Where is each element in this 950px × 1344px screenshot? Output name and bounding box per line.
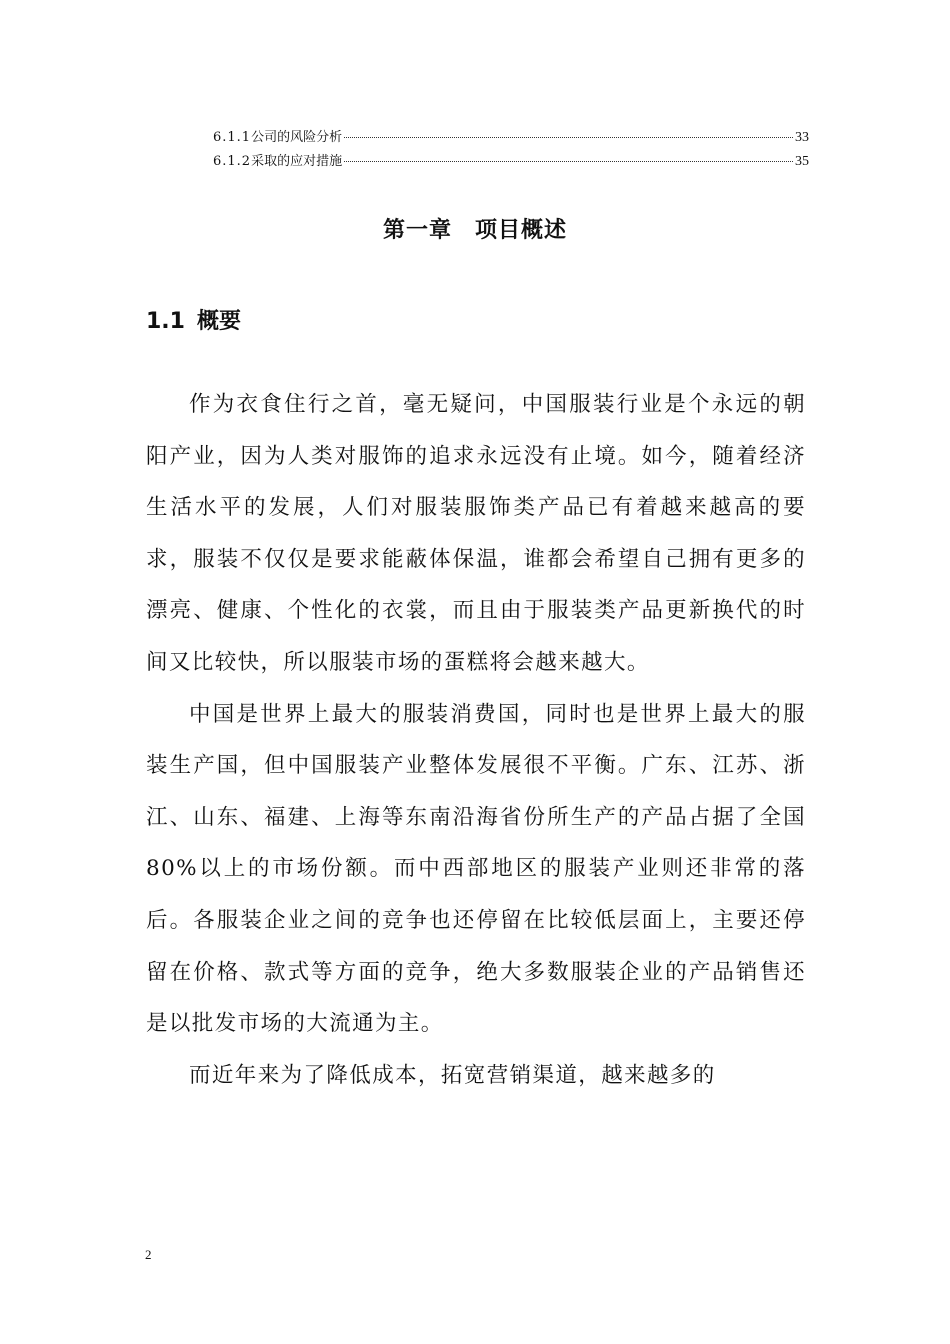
toc-entry-title: 公司的风险分析 bbox=[251, 130, 343, 145]
section-title-text: 概要 bbox=[196, 309, 241, 334]
section-number: 1.1 bbox=[146, 309, 185, 334]
toc-entry[interactable] bbox=[213, 126, 809, 150]
toc-entry-page: 35 bbox=[795, 154, 809, 169]
toc-entry-number: 6.1.2 bbox=[213, 154, 252, 169]
toc-entry[interactable] bbox=[213, 150, 809, 174]
toc-entry-title: 采取的应对措施 bbox=[251, 154, 343, 169]
toc-entry-page: 33 bbox=[795, 130, 809, 145]
paragraph: 中国是世界上最大的服装消费国，同时也是世界上最大的服装生产国，但中国服装产业整体发展很不平衡。广东、江苏、浙江、山东、福建、上海等东南沿海省份所生产的产品占据了全国80%以上的市场份额。而中西部地区的服装产业则还非常的落后。各服装企业之间的竞争也还停留在比较低层面上，主要还停留在价格、款式等方面的竞争，绝大多数服装企业的产品销售还是以批发市场的大流通为主。 bbox=[146, 701, 806, 1037]
toc-leader-dots bbox=[344, 137, 793, 138]
page-number: 2 bbox=[145, 1247, 152, 1262]
table-of-contents bbox=[213, 126, 809, 174]
chapter-title: 第一章 项目概述 bbox=[382, 218, 567, 243]
paragraph: 作为衣食住行之首，毫无疑问，中国服装行业是个永远的朝阳产业，因为人类对服饰的追求永远没有止境。如今，随着经济生活水平的发展，人们对服装服饰类产品已有着越来越高的要求，服装不仅仅是要求能蔽体保温，谁都会希望自己拥有更多的漂亮、健康、个性化的衣裳，而且由于服装类产品更新换代的时间又比较快，所以服装市场的蛋糕将会越来越大。 bbox=[146, 392, 806, 675]
paragraph: 而近年来为了降低成本，拓宽营销渠道，越来越多的 bbox=[189, 1062, 716, 1088]
toc-leader-dots bbox=[344, 161, 793, 162]
toc-entry-number: 6.1.1 bbox=[213, 130, 252, 145]
section-heading bbox=[146, 304, 241, 335]
body-text bbox=[146, 379, 806, 1101]
